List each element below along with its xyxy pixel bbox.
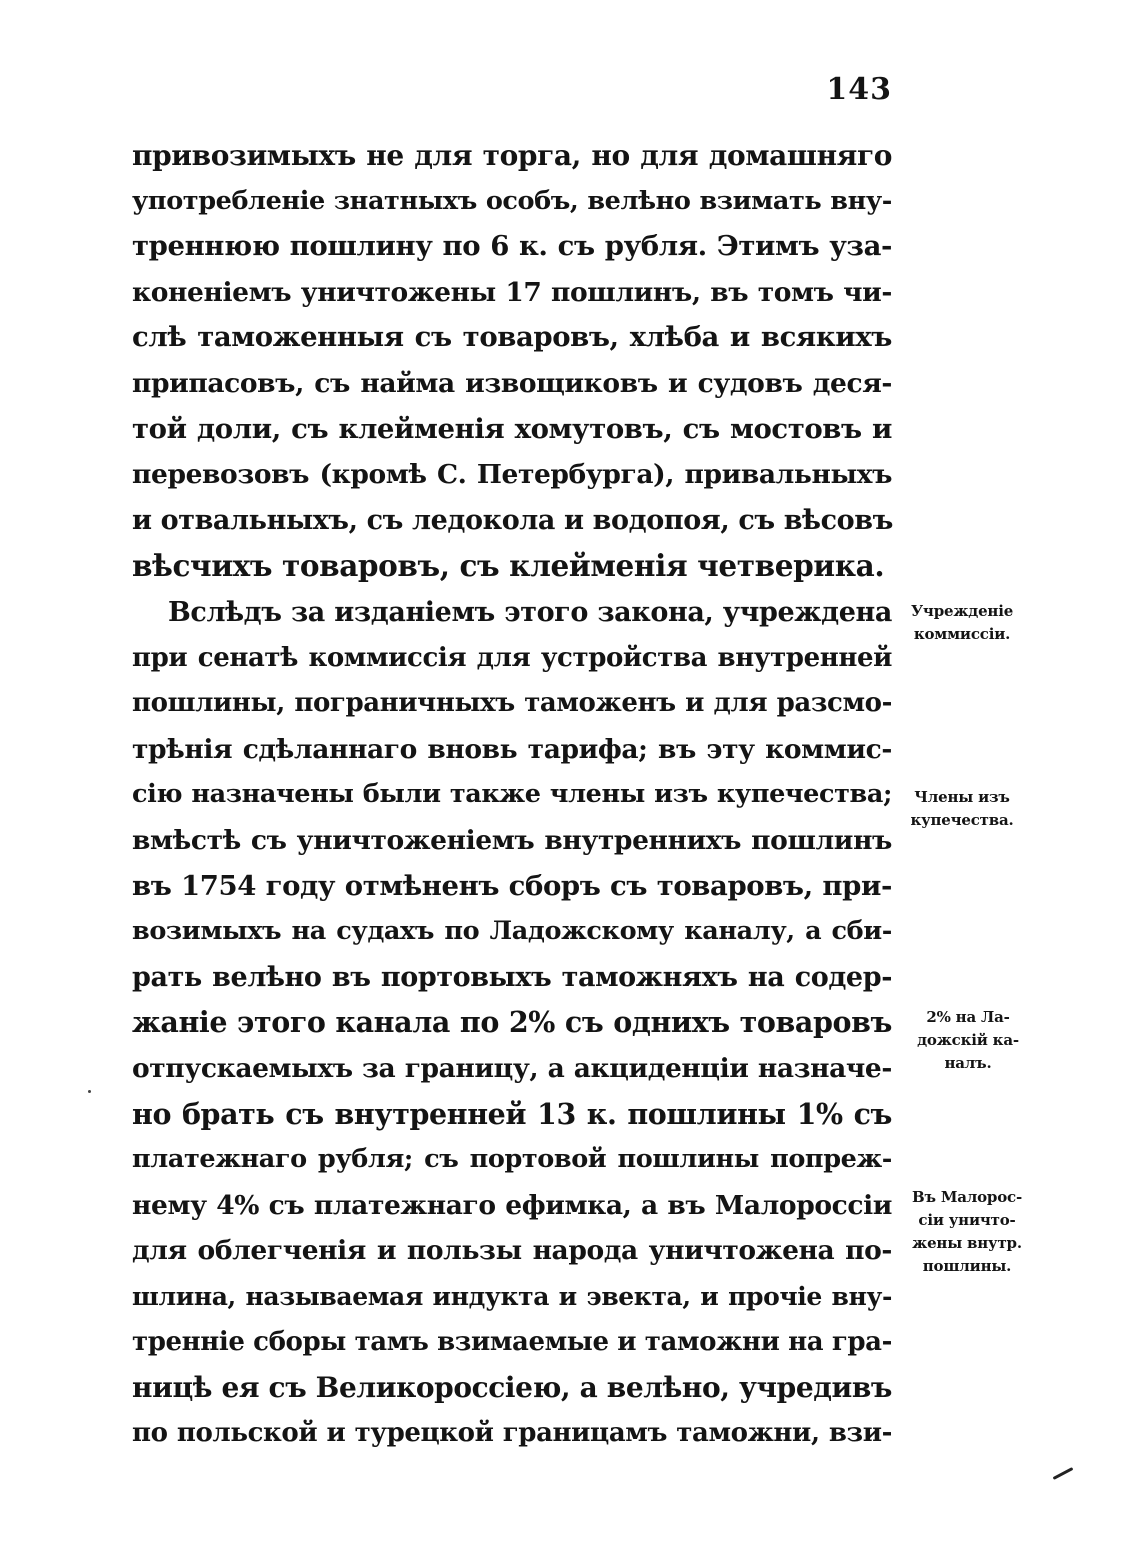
marginal-note-line: Члены изъ — [914, 788, 1010, 806]
text-line: привозимыхъ не для торга, но для домашняго — [132, 139, 892, 172]
marginal-note-commission — [892, 600, 1032, 646]
text-line: Вслѣдъ за изданіемъ этого закона, учреждена — [168, 597, 892, 628]
paragraph-1 — [132, 133, 892, 589]
text-line: отпускаемыхъ за границу, а акциденціи назначе- — [132, 1052, 892, 1084]
text-line: платежнаго рубля; съ портовой пошлины попреж- — [132, 1144, 892, 1175]
marginal-note-line: коммиссіи. — [913, 625, 1011, 643]
page-number: 143 — [826, 72, 892, 107]
text-line: возимыхъ на судахъ по Ладожскому каналу, а сби- — [132, 916, 892, 947]
marginal-note-line: Учрежденіе — [910, 602, 1014, 620]
text-line: слѣ таможенныя съ товаровъ, хлѣба и всякихъ — [132, 321, 892, 354]
text-line: той доли, съ клейменія хомутовъ, съ мостовъ и — [132, 412, 892, 445]
text-line: вмѣстѣ съ уничтоженіемъ внутреннихъ пошлинъ — [132, 824, 892, 856]
marginal-note-line: Въ Малорос- — [912, 1188, 1022, 1206]
text-line: но брать съ внутренней 13 к. пошлины 1% съ — [132, 1096, 892, 1131]
text-line: перевозовъ (кромѣ С. Петербурга), привальныхъ — [132, 459, 892, 491]
text-line: при сенатѣ коммиссія для устройства внутренней — [132, 642, 892, 673]
text-line: и отвальныхъ, съ ледокола и водопоя, съ вѣсовъ — [132, 504, 893, 536]
text-line: въ 1754 году отмѣненъ сборъ съ товаровъ, при- — [132, 869, 892, 902]
text-line: коненіемъ уничтожены 17 пошлинъ, въ томъ чи- — [132, 276, 892, 308]
marginal-note-line: дожскій ка- — [917, 1031, 1019, 1049]
text-line: вѣсчихъ товаровъ, съ клейменія четверика. — [132, 548, 885, 584]
text-line: шлина, называемая индукта и эвекта, и прочіе вну- — [132, 1281, 892, 1311]
text-line: тренніе сборы тамъ взимаемые и таможни на гра- — [132, 1326, 892, 1357]
text-line: сію назначены были также члены изъ купечества; — [132, 779, 892, 810]
text-line: жаніе этого канала по 2% съ однихъ товаровъ — [132, 1005, 892, 1040]
marginal-note-line: жены внутр. — [912, 1234, 1022, 1252]
text-line: пошлины, пограничныхъ таможенъ и для разсмо- — [132, 688, 892, 719]
marginal-note-line: пошлины. — [922, 1257, 1012, 1275]
text-line: нему 4% съ платежнаго ефимка, а въ Малороссіи — [132, 1189, 892, 1221]
text-line: употребленіе знатныхъ особъ, велѣно взимать вну- — [132, 185, 892, 216]
text-line: треннюю пошлину по 6 к. съ рубля. Этимъ уза- — [132, 230, 892, 263]
text-line: по польской и турецкой границамъ таможни, взи- — [132, 1417, 892, 1448]
text-line: для облегченія и пользы народа уничтожена по- — [132, 1235, 892, 1267]
text-line: трѣнія сдѣланнаго вновь тарифа; въ эту коммис- — [132, 733, 892, 765]
marginal-note-line: налъ. — [944, 1054, 992, 1072]
text-line: ницѣ ея съ Великороссіею, а велѣно, учредивъ — [132, 1371, 892, 1405]
marginal-note-line: купечества. — [910, 811, 1014, 829]
text-line: припасовъ, съ найма извощиковъ и судовъ деся- — [132, 367, 892, 399]
pen-mark — [1053, 1467, 1074, 1480]
paragraph-2 — [132, 590, 892, 1456]
ink-speck — [88, 1090, 91, 1093]
marginal-note-line: 2% на Ла- — [926, 1008, 1010, 1026]
marginal-note-merchants — [892, 786, 1032, 832]
marginal-note-little-russia — [892, 1186, 1042, 1278]
text-line: рать велѣно въ портовыхъ таможняхъ на содер- — [132, 961, 892, 993]
marginal-note-ladoga-canal — [898, 1006, 1038, 1075]
marginal-note-line: сіи уничто- — [918, 1211, 1016, 1229]
